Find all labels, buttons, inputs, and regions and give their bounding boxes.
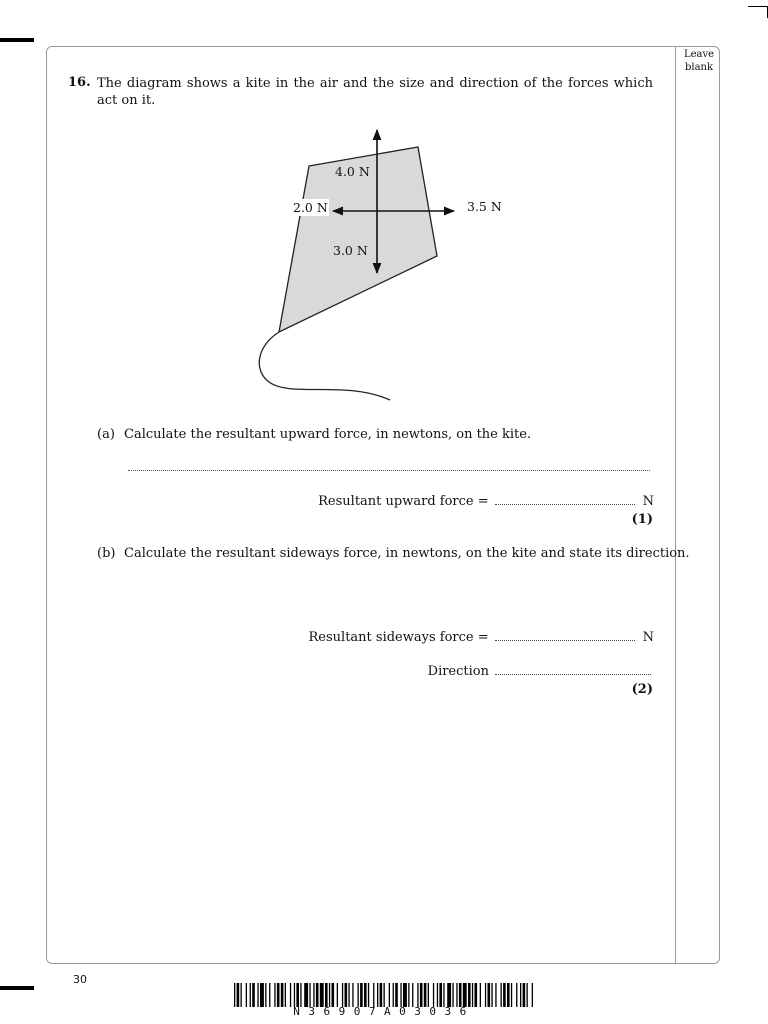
leave-blank-label: Leave blank	[683, 49, 715, 73]
crop-mark-horizontal	[748, 6, 768, 7]
question-number: 16.	[68, 75, 91, 90]
direction-label: Direction	[427, 664, 489, 679]
part-a-label: (a)	[97, 427, 115, 442]
part-b-label: (b)	[97, 546, 116, 561]
upward-force-unit: N	[642, 494, 654, 509]
part-a-question: Calculate the resultant upward force, in newtons, on the kite.	[124, 427, 532, 442]
registration-mark-bottom	[0, 986, 34, 990]
sideways-force-answer-field[interactable]	[495, 630, 635, 641]
sideways-force-answer-label: Resultant sideways force =	[308, 630, 489, 645]
direction-answer-field[interactable]	[495, 664, 651, 675]
direction-answer-row	[428, 664, 651, 679]
part-b-question: Calculate the resultant sideways force, in newtons, on the kite and state its direction.	[124, 546, 690, 561]
part-b-marks: (2)	[631, 682, 653, 697]
kite-tail	[259, 332, 390, 400]
part-b-answer-row	[309, 630, 654, 645]
downward-force-label: 3.0 N	[333, 243, 368, 258]
part-a-working-line[interactable]	[128, 470, 650, 471]
page-number: 30	[73, 973, 87, 986]
left-force-label: 2.0 N	[293, 200, 328, 215]
kite-force-diagram	[255, 120, 515, 405]
question-text: The diagram shows a kite in the air and the size and direction of the forces which act on it.	[97, 76, 653, 108]
upward-force-answer-label: Resultant upward force =	[318, 494, 489, 509]
part-a-answer-row	[318, 494, 654, 509]
margin-divider	[675, 46, 676, 964]
part-a-marks: (1)	[631, 512, 653, 527]
registration-mark-top	[0, 38, 34, 42]
sideways-force-unit: N	[642, 630, 654, 645]
upward-force-answer-field[interactable]	[495, 494, 635, 505]
barcode-text: N36907A03036	[293, 1005, 475, 1018]
barcode-image	[234, 983, 534, 1007]
right-force-label: 3.5 N	[467, 199, 502, 214]
upward-force-label: 4.0 N	[335, 164, 370, 179]
